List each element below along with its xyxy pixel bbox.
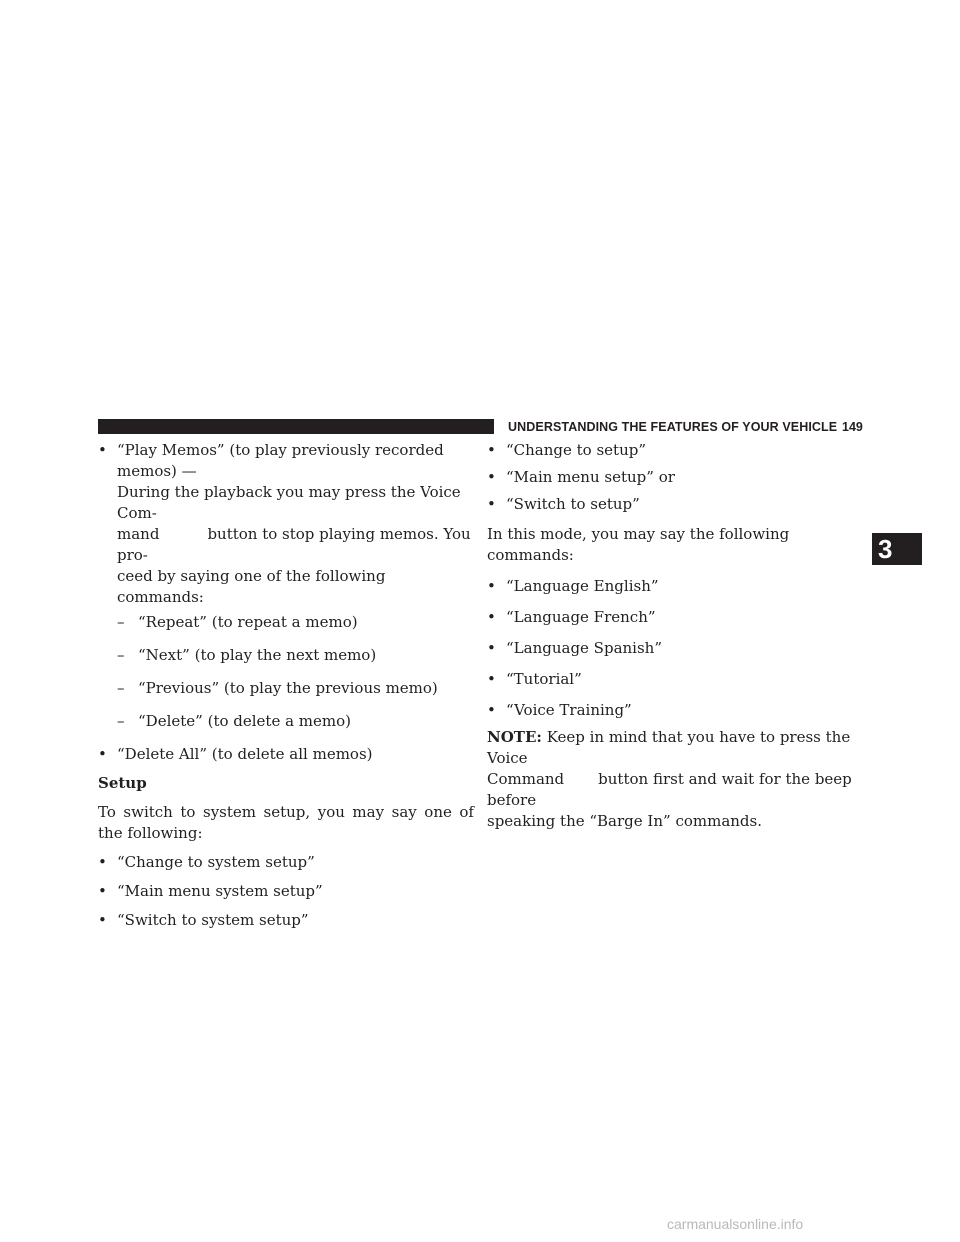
bullet-icon: • xyxy=(98,853,107,871)
sub-item-repeat: – “Repeat” (to repeat a memo) xyxy=(117,613,358,631)
right-column xyxy=(487,440,865,832)
chapter-tab: 3 xyxy=(872,533,922,565)
list-item-change-to-system-setup: • “Change to system setup” xyxy=(98,853,315,871)
bullet-icon: • xyxy=(487,639,496,657)
bullet-icon: • xyxy=(98,882,107,900)
list-item-main-menu-setup: • “Main menu setup” or xyxy=(487,468,675,486)
bullet-icon: • xyxy=(487,577,496,595)
list-item-tutorial: • “Tutorial” xyxy=(487,670,582,688)
note-label: NOTE: xyxy=(487,728,542,746)
list-item-language-english: • “Language English” xyxy=(487,577,659,595)
dash-icon: – xyxy=(117,646,125,664)
mode-intro-paragraph: In this mode, you may say the following commands: xyxy=(487,525,790,564)
sub-item-delete: – “Delete” (to delete a memo) xyxy=(117,712,352,730)
bullet-icon: • xyxy=(487,441,496,459)
bullet-icon: • xyxy=(487,468,496,486)
list-item-play-memos: • “Play Memos” (to play previously recorded memos) — During the playback you may press the Voice Com- mand button to stop playing memos. You pro- ceed by saying one of the following commands: xyxy=(98,441,471,606)
dash-icon: – xyxy=(117,679,125,697)
sub-item-next: – “Next” (to play the next memo) xyxy=(117,646,377,664)
list-item-language-spanish: • “Language Spanish” xyxy=(487,639,662,657)
list-item-switch-to-setup: • “Switch to setup” xyxy=(487,495,640,513)
list-item-delete-all: • “Delete All” (to delete all memos) xyxy=(98,745,373,763)
bullet-icon: • xyxy=(487,495,496,513)
sub-item-previous: – “Previous” (to play the previous memo) xyxy=(117,679,438,697)
list-item-main-menu-system-setup: • “Main menu system setup” xyxy=(98,882,323,900)
bullet-icon: • xyxy=(487,608,496,626)
bullet-icon: • xyxy=(98,745,107,763)
bullet-icon: • xyxy=(487,670,496,688)
list-item-voice-training: • “Voice Training” xyxy=(487,701,632,719)
list-item-switch-to-system-setup: • “Switch to system setup” xyxy=(98,911,309,929)
bullet-icon: • xyxy=(487,701,496,719)
watermark: carmanualsonline.info xyxy=(667,1216,804,1232)
setup-intro-paragraph: To switch to system setup, you may say one of the following: xyxy=(98,803,474,842)
list-item-change-to-setup: • “Change to setup” xyxy=(487,441,647,459)
note-paragraph: NOTE: Keep in mind that you have to press the Voice Command button first and wait for the beep before speaking the “Barge In” commands. xyxy=(487,728,852,830)
header-bar xyxy=(98,419,494,434)
dash-icon: – xyxy=(117,712,125,730)
left-column xyxy=(98,440,474,931)
running-header-title: UNDERSTANDING THE FEATURES OF YOUR VEHICLE xyxy=(508,420,838,434)
dash-icon: – xyxy=(117,613,125,631)
section-heading-setup: Setup xyxy=(98,774,147,792)
bullet-icon: • xyxy=(98,441,107,459)
bullet-icon: • xyxy=(98,911,107,929)
list-item-language-french: • “Language French” xyxy=(487,608,656,626)
page-number: 149 xyxy=(842,420,863,434)
